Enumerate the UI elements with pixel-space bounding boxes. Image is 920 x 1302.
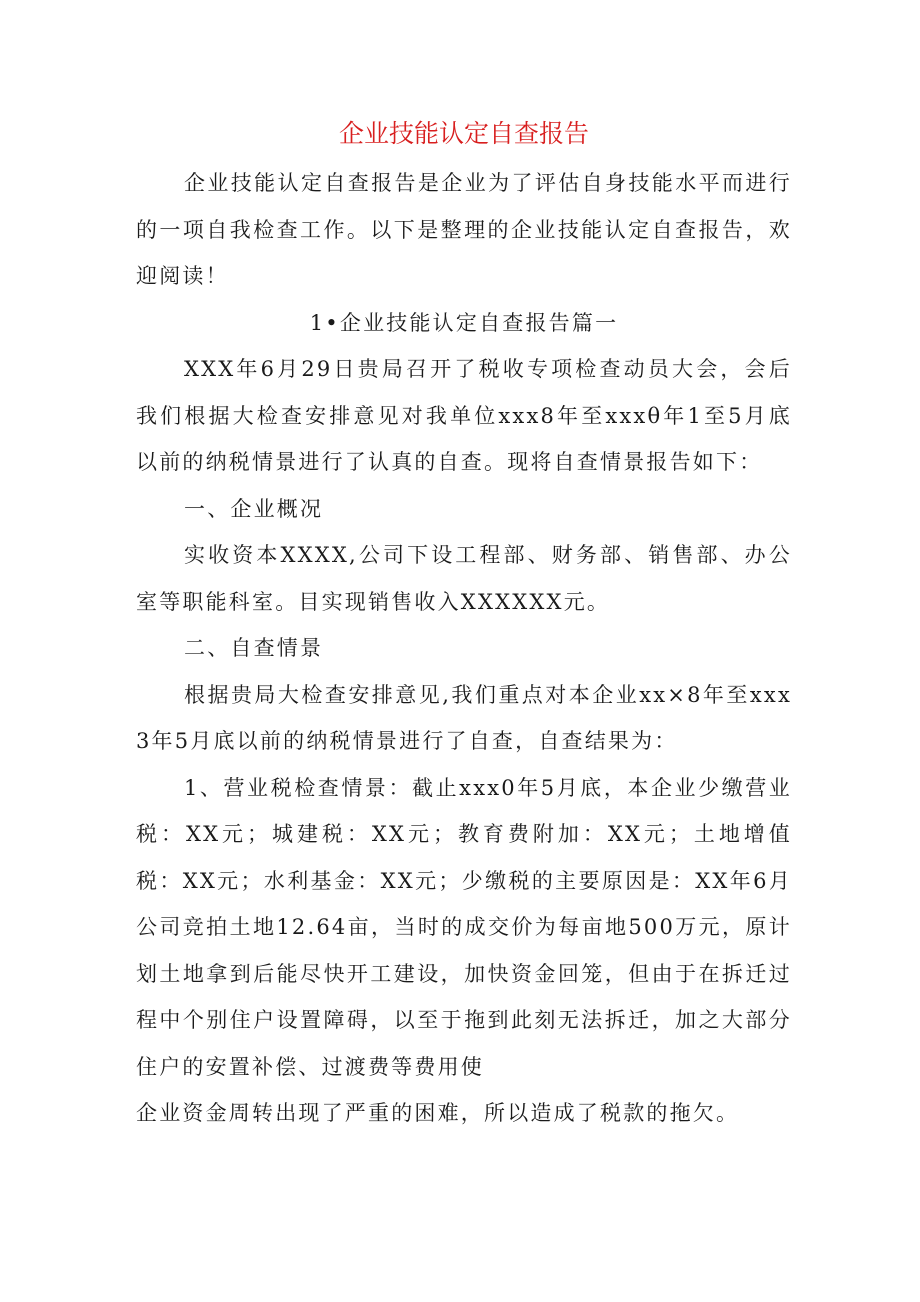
paragraph-check-scope: 根据贵局大检查安排意见,我们重点对本企业xx×8年至xxx3年5月底以前的纳税情景进行了自查，自查结果为：: [136, 682, 792, 753]
paragraph-capital: 实收资本XXXX,公司下设工程部、财务部、销售部、办公室等职能科室。目实现销售收入XXXXXX元。: [136, 543, 792, 614]
paragraph-conclusion: 企业资金周转出现了严重的困难，所以造成了税款的拖欠。: [136, 1101, 740, 1125]
paragraph-meeting: XXX年6月29日贵局召开了税收专项检查动员大会，会后我们根据大检查安排意见对我单位xxx8年至xxxθ年1至5月底以前的纳税情景进行了认真的自查。现将自查情景报告如下：: [136, 357, 792, 474]
document-title: 企业技能认定自查报告: [338, 119, 589, 148]
heading-company-overview: 一、企业概况: [184, 496, 324, 521]
document-page: [136, 112, 792, 1137]
paragraph-business-tax: 1、营业税检查情景：截止xxx0年5月底，本企业少缴营业税：XX元；城建税：XX元；教育费附加：XX元；土地增值税：XX元；水利基金：XX元；少缴税的主要原因是：XX年6月公司竞拍土地12.64亩，当时的成交价为每亩地500万元，原计划土地拿到后能尽快开工建设，加快资金回笼，但由于在拆迁过程中个别住户设置障碍，以至于拖到此刻无法拆迁，加之大部分住户的安置补偿、过渡费等费用使: [136, 775, 792, 1079]
section-heading: 1•企业技能认定自查报告篇一: [309, 310, 619, 335]
intro-paragraph: 企业技能认定自查报告是企业为了评估自身技能水平而进行的一项自我检查工作。以下是整理的企业技能认定自查报告，欢迎阅读！: [136, 171, 792, 288]
heading-self-check: 二、自查情景: [184, 636, 324, 660]
